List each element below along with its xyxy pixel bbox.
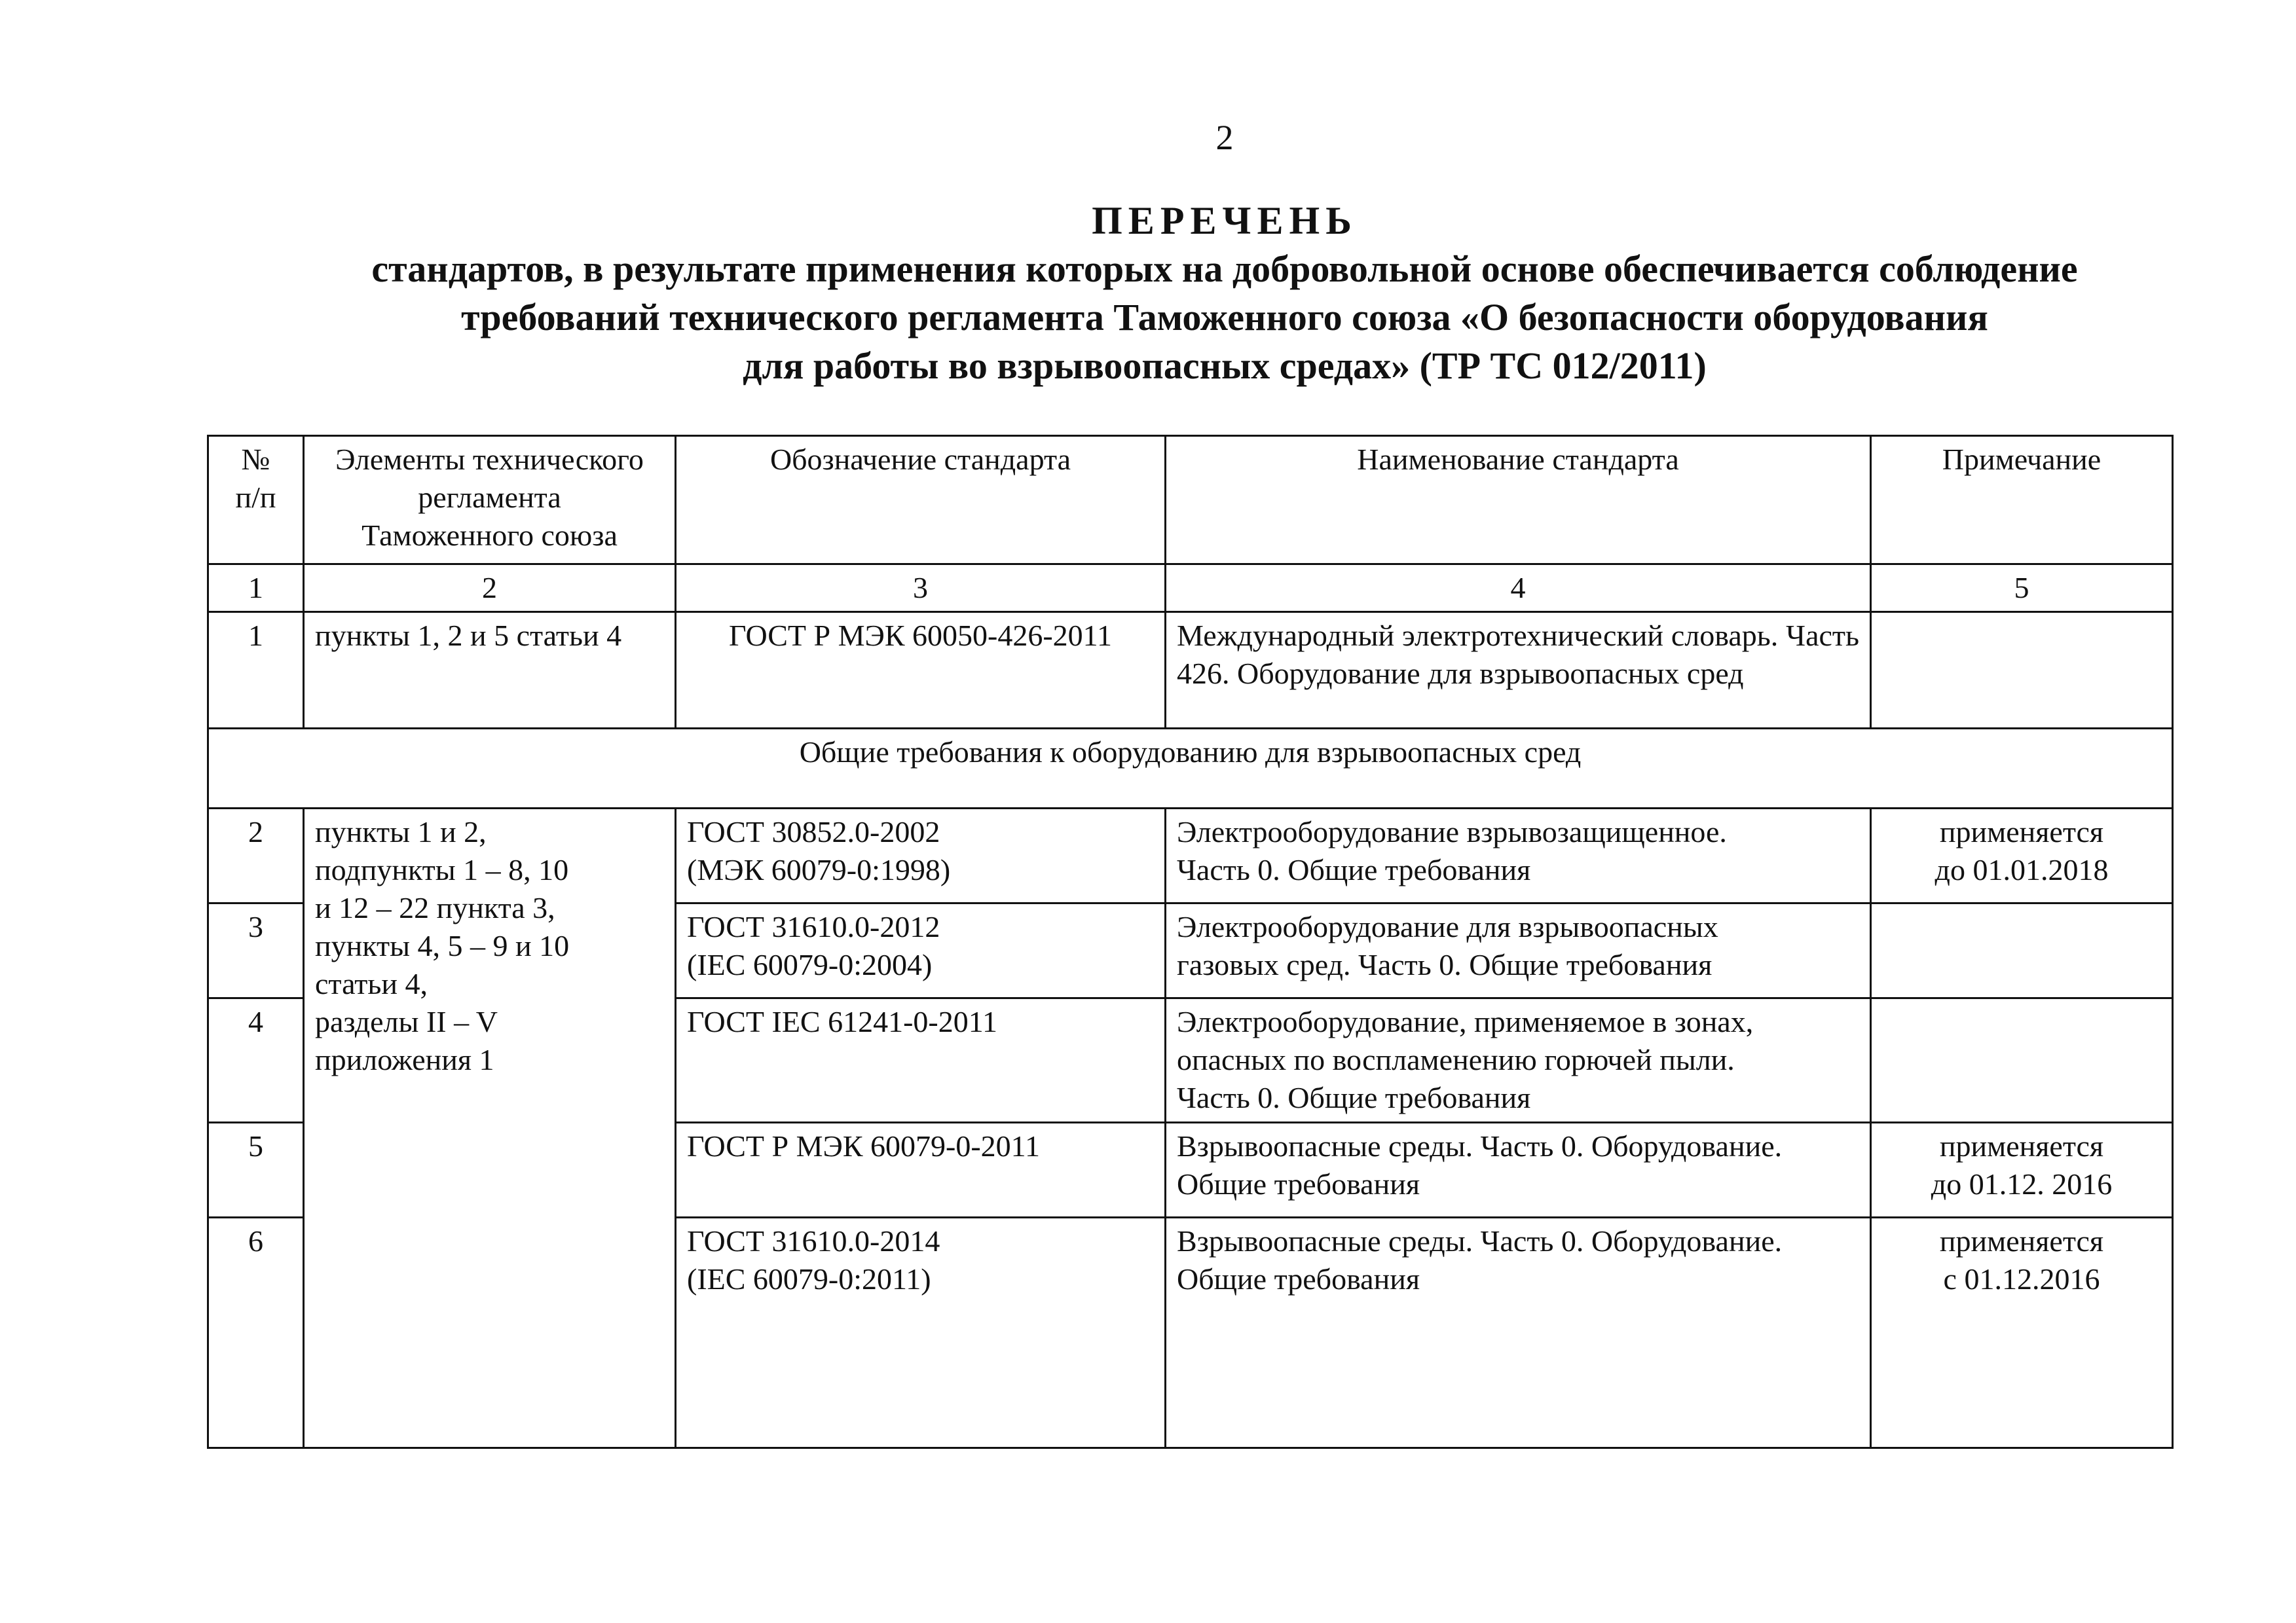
row-name: Международный электротехнический словарь. Часть 426. Оборудование для взрывоопасных сред: [1166, 612, 1871, 729]
designation-line: (МЭК 60079-0:1998): [687, 853, 951, 886]
row-note: [1871, 809, 2173, 903]
header-num-line: №: [241, 443, 270, 476]
row-elements: пункты 1, 2 и 5 статьи 4: [304, 612, 676, 729]
name-line: Электрооборудование для взрывоопасных: [1177, 910, 1718, 943]
row-name: [1166, 1123, 1871, 1218]
title-line-3: для работы во взрывоопасных средах» (ТР ТС 012/2011): [743, 344, 1707, 387]
name-line: Электрооборудование, применяемое в зонах,: [1177, 1005, 1754, 1038]
row-num: 5: [208, 1123, 304, 1218]
designation-line: ГОСТ 31610.0-2012: [687, 910, 940, 943]
row-num: 1: [208, 612, 304, 729]
note-line: применяется: [1939, 815, 2104, 848]
title-line-2: требований технического регламента Таможенного союза «О безопасности оборудования: [461, 296, 1988, 338]
standards-table: [207, 435, 2174, 1449]
designation-line: ГОСТ Р МЭК 60079-0-2011: [687, 1129, 1040, 1163]
shared-elements-line: подпункты 1 – 8, 10: [315, 853, 569, 886]
name-line: Электрооборудование взрывозащищенное.: [1177, 815, 1727, 848]
header-num: [208, 436, 304, 564]
shared-elements-line: приложения 1: [315, 1043, 494, 1076]
header-note: Примечание: [1871, 436, 2173, 564]
note-line: применяется: [1939, 1224, 2104, 1258]
row-note: [1871, 1123, 2173, 1218]
row-note: [1871, 612, 2173, 729]
column-number: 4: [1166, 564, 1871, 612]
row-num: 3: [208, 903, 304, 998]
name-line: газовых сред. Часть 0. Общие требования: [1177, 948, 1713, 981]
row-note: [1871, 1218, 2173, 1448]
note-line: до 01.01.2018: [1935, 853, 2109, 886]
row-designation: [676, 998, 1166, 1123]
column-number: 3: [676, 564, 1166, 612]
header-name: Наименование стандарта: [1166, 436, 1871, 564]
name-line: Общие требования: [1177, 1262, 1420, 1296]
designation-line: (IEC 60079-0:2004): [687, 948, 933, 981]
column-number: 2: [304, 564, 676, 612]
row-designation: [676, 903, 1166, 998]
name-line: Часть 0. Общие требования: [1177, 853, 1531, 886]
section-row: [208, 729, 2173, 809]
table-row: [208, 612, 2173, 729]
header-elements-line: регламента: [418, 481, 561, 514]
shared-elements-line: и 12 – 22 пункта 3,: [315, 891, 555, 924]
row-designation: [676, 1218, 1166, 1448]
shared-elements-cell: [304, 809, 676, 1448]
page-number: 2: [1215, 118, 1234, 157]
shared-elements-line: разделы II – V: [315, 1005, 498, 1038]
row-name: [1166, 809, 1871, 903]
column-number-row: [208, 564, 2173, 612]
header-num-line: п/п: [235, 481, 276, 514]
name-line: Часть 0. Общие требования: [1177, 1081, 1531, 1114]
title-line-1: стандартов, в результате применения которых на добровольной основе обеспечивается соблюдение: [371, 247, 2078, 290]
shared-elements-line: пункты 4, 5 – 9 и 10: [315, 929, 570, 962]
designation-line: ГОСТ 31610.0-2014: [687, 1224, 940, 1258]
column-number: 5: [1871, 564, 2173, 612]
header-designation: Обозначение стандарта: [676, 436, 1166, 564]
row-num: 2: [208, 809, 304, 903]
title-main: ПЕРЕЧЕНЬ: [1092, 199, 1358, 242]
note-line: применяется: [1939, 1129, 2104, 1163]
document-title: [249, 196, 2200, 390]
name-line: Взрывоопасные среды. Часть 0. Оборудование.: [1177, 1224, 1783, 1258]
name-line: опасных по воспламенению горючей пыли.: [1177, 1043, 1735, 1076]
row-note: [1871, 998, 2173, 1123]
header-elements: [304, 436, 676, 564]
designation-line: ГОСТ IEC 61241-0-2011: [687, 1005, 998, 1038]
header-elements-line: Элементы технического: [335, 443, 644, 476]
row-num: 4: [208, 998, 304, 1123]
note-line: с 01.12.2016: [1943, 1262, 2100, 1296]
row-name: [1166, 998, 1871, 1123]
name-line: Взрывоопасные среды. Часть 0. Оборудование.: [1177, 1129, 1783, 1163]
column-number: 1: [208, 564, 304, 612]
designation-line: ГОСТ 30852.0-2002: [687, 815, 940, 848]
shared-elements-line: пункты 1 и 2,: [315, 815, 487, 848]
table-row: [208, 809, 2173, 903]
row-designation: [676, 809, 1166, 903]
name-line: Общие требования: [1177, 1167, 1420, 1201]
note-line: до 01.12. 2016: [1931, 1167, 2113, 1201]
row-note: [1871, 903, 2173, 998]
designation-line: (IEC 60079-0:2011): [687, 1262, 931, 1296]
row-designation: [676, 1123, 1166, 1218]
row-num: 6: [208, 1218, 304, 1448]
row-name: [1166, 1218, 1871, 1448]
row-name: [1166, 903, 1871, 998]
section-title: Общие требования к оборудованию для взрывоопасных сред: [208, 729, 2173, 809]
row-designation: ГОСТ Р МЭК 60050-426-2011: [676, 612, 1166, 729]
shared-elements-line: статьи 4,: [315, 967, 428, 1000]
header-elements-line: Таможенного союза: [361, 519, 618, 552]
table-header-row: [208, 436, 2173, 564]
